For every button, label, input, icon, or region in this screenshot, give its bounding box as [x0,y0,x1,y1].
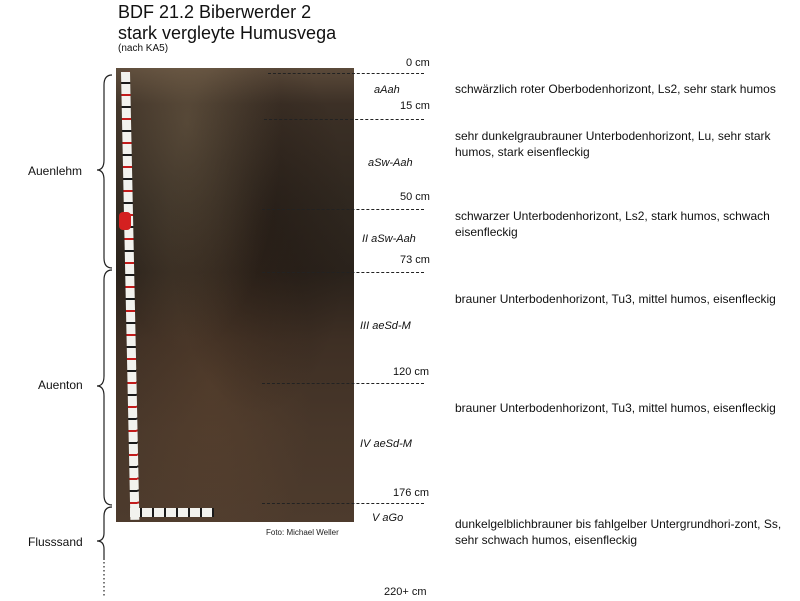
horizon-description-4: brauner Unterbodenhorizont, Tu3, mittel humos, eisenfleckig [455,292,776,306]
bracket-auenton [97,270,112,505]
method-note: (nach KA5) [118,43,169,54]
group-label-auenton: Auenton [38,378,83,392]
horizon-description-2: sehr dunkelgraubrauner Unterbodenhorizont, Lu, sehr stark humos, stark eisenfleckig [455,129,771,159]
photo-credit: Foto: Michael Weller [266,528,339,537]
bracket-auenlehm [97,75,112,268]
depth-label-176: 176 cm [393,487,430,499]
depth-label-120: 120 cm [393,366,430,378]
depth-label-50: 50 cm [400,191,430,203]
horizon-description-6: dunkelgelblichbrauner bis fahlgelber Untergrundhori-zont, Ss, sehr schwach humos, eisenfleckig [455,517,782,547]
group-label-auenlehm: Auenlehm [28,164,83,178]
horizon-label-6: V aGo [372,512,404,524]
horizon-description-3: schwarzer Unterbodenhorizont, Ls2, stark humos, schwach eisenfleckig [455,209,770,239]
page-subtitle: stark vergleyte Humusvega [118,23,337,43]
horizon-label-4: III aeSd-M [360,320,411,332]
group-label-flusssand: Flusssand [28,535,83,549]
horizon-label-2: aSw-Aah [368,157,413,169]
depth-label-73: 73 cm [400,254,430,266]
horizon-label-5: IV aeSd-M [360,438,412,450]
page-title: BDF 21.2 Biberwerder 2 [118,2,312,22]
horizon-description-5: brauner Unterbodenhorizont, Tu3, mittel humos, eisenfleckig [455,401,776,415]
horizon-label-1: aAah [374,84,400,96]
depth-label-0: 0 cm [406,57,430,69]
depth-label-15: 15 cm [400,100,430,112]
depth-label-220: 220+ cm [384,586,427,598]
bracket-flusssand [97,507,112,560]
horizon-label-3: II aSw-Aah [362,233,416,245]
horizon-description-1: schwärzlich roter Oberbodenhorizont, Ls2, sehr stark humos [455,82,776,96]
